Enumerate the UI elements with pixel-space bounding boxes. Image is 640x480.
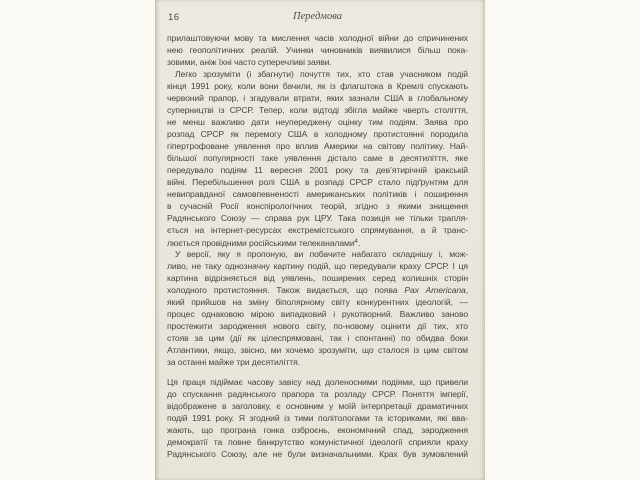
text-run: ється на інтернет-ресурсах екстремістського спрямування, а й транс-: [167, 225, 468, 235]
text-run: зовими, аніж їхні часто суперечливі заяви.: [167, 57, 332, 67]
page-header: [167, 11, 468, 24]
text-run: відображене в заголовку, є основним у моїй інтерпретації драматичних: [167, 401, 468, 411]
text-line: [167, 424, 468, 436]
text-run: ливо, не таку однозначну картину подій, що передували краху СРСР. І ця: [167, 261, 468, 271]
text-line: [167, 140, 468, 152]
paragraph: [167, 376, 468, 460]
text-line: [167, 344, 468, 356]
text-line: [167, 356, 468, 368]
text-line: [167, 200, 468, 212]
text-line: [167, 308, 468, 320]
text-run: Легко зрозуміти (і збагнути) почуття тих, хто став учасником подій: [175, 69, 468, 79]
text-run: передувало подіям 11 вересня 2001 року та дев’ятирічній іракській: [167, 165, 468, 175]
text-line: [167, 92, 468, 104]
text-run: Радянського Союзу, але не були визначальними. Крах був зумовлений: [167, 449, 468, 459]
text-run: війні. Перебільшення ролі США в розпаді СРСР стало підґрунтям для: [167, 177, 468, 187]
text-line: [167, 260, 468, 272]
text-run: У версії, яку я пропоную, ви побачите набагато складнішу і, мож-: [175, 249, 468, 259]
page-text: [167, 32, 468, 460]
text-run: в сучасній Росії конспірологічних теорій, згідно з якими знищення: [167, 201, 468, 211]
text-line: [167, 272, 468, 284]
text-run: холодного протистояння. Також видається, що поява: [167, 285, 405, 295]
text-line: [167, 104, 468, 116]
text-run: .: [357, 238, 361, 248]
text-run: простежити зародження нового світу, по-новому оцінити дії тих, хто: [167, 321, 468, 331]
text-line: [167, 68, 468, 80]
text-run: гіпертрофоване уявлення про вплив Америки на світову політику. Най-: [167, 141, 468, 151]
text-line: [167, 152, 468, 164]
text-run: стояв за цим (дії як цілеспрямовані, так і спонтанні) по обидва боки: [167, 333, 468, 343]
text-line: [167, 212, 468, 224]
text-run: люється провідними російськими телеканалами: [167, 238, 355, 248]
text-run: невиправданої самовпевненості американських політиків і поширення: [167, 189, 468, 199]
text-run: нею геополітичних реалій. Учинки чиновників виявилися більш пока-: [167, 45, 468, 55]
text-run: кінця 1991 року, коли вони бачили, як із флагштока в Кремлі спускають: [167, 81, 468, 91]
text-run: прилаштовуючи мову та мислення часів холодної війни до спричинених: [167, 33, 468, 43]
text-run: Атлантики, якщо, звісно, ми хочемо зрозуміти, що сталося із цим світом: [167, 345, 468, 355]
text-line: [167, 248, 468, 260]
text-run: до спускання радянського прапора та розладу СРСР. Поняття імперії,: [167, 389, 468, 399]
text-run: не менш важливо дати неупереджену оцінку тим подіям. Заява про: [167, 117, 468, 127]
text-run: за останні майже три десятиліття.: [167, 357, 300, 367]
text-line: [167, 116, 468, 128]
text-run: суперництві із СРСР. Тепер, коли відтоді збігла майже чверть століття,: [167, 105, 468, 115]
text-line: [167, 224, 468, 236]
text-run: більшої популярності таке уявлення дістало саме в десятиліття, яке: [167, 153, 468, 163]
text-run: червоний прапор, і згадували втрати, яких зазнали США в глобальному: [167, 93, 468, 103]
footnote-marker: 4: [354, 239, 358, 245]
text-run: подій 1991 року. Я згодний із тими політологами та істориками, які вва-: [167, 413, 468, 423]
text-line: [167, 164, 468, 176]
text-run: демократії та повне банкрутство комуністичної ідеології сприяли краху: [167, 437, 468, 447]
text-line: [167, 436, 468, 448]
text-line: [167, 284, 468, 296]
paragraph: [167, 248, 468, 368]
text-line: [167, 44, 468, 56]
text-line: [167, 388, 468, 400]
text-line: [167, 412, 468, 424]
text-line: [167, 32, 468, 44]
paragraph: [167, 68, 468, 248]
book-page: [155, 0, 485, 480]
text-run: розпад СРСР як перемогу США в холодному протистоянні породила: [167, 129, 468, 139]
page-number: 16: [168, 12, 180, 23]
text-line: [167, 332, 468, 344]
italic-run: Pax Americana: [404, 285, 466, 295]
text-line: [167, 176, 468, 188]
text-line: [167, 296, 468, 308]
running-title: Передмова: [293, 11, 342, 22]
text-line: [167, 320, 468, 332]
text-run: процес однаковою мірою випадковий і рукотворний. Важливо заново: [167, 309, 468, 319]
text-run: картина відрізняється від уявлень, поширених серед колишніх сторін: [167, 273, 468, 283]
text-line: [167, 80, 468, 92]
text-line: [167, 448, 468, 460]
text-line: [167, 56, 468, 68]
paragraph: [167, 32, 468, 68]
text-run: ,: [465, 285, 468, 295]
text-line: [167, 188, 468, 200]
text-run: жають, що програна гонка озброєнь, економічний спад, зародження: [167, 425, 468, 435]
text-run: Радянського Союзу — справа рук ЦРУ. Така позиція не тільки трапля-: [167, 213, 468, 223]
text-line: [167, 128, 468, 140]
text-line: [167, 376, 468, 388]
text-run: Ця праця підіймає часову завісу над доленосними подіями, що привели: [167, 377, 468, 387]
text-line: [167, 236, 468, 248]
text-run: який прийшов на зміну біполярному світу конкурентних ідеологій, —: [167, 297, 468, 307]
text-line: [167, 400, 468, 412]
